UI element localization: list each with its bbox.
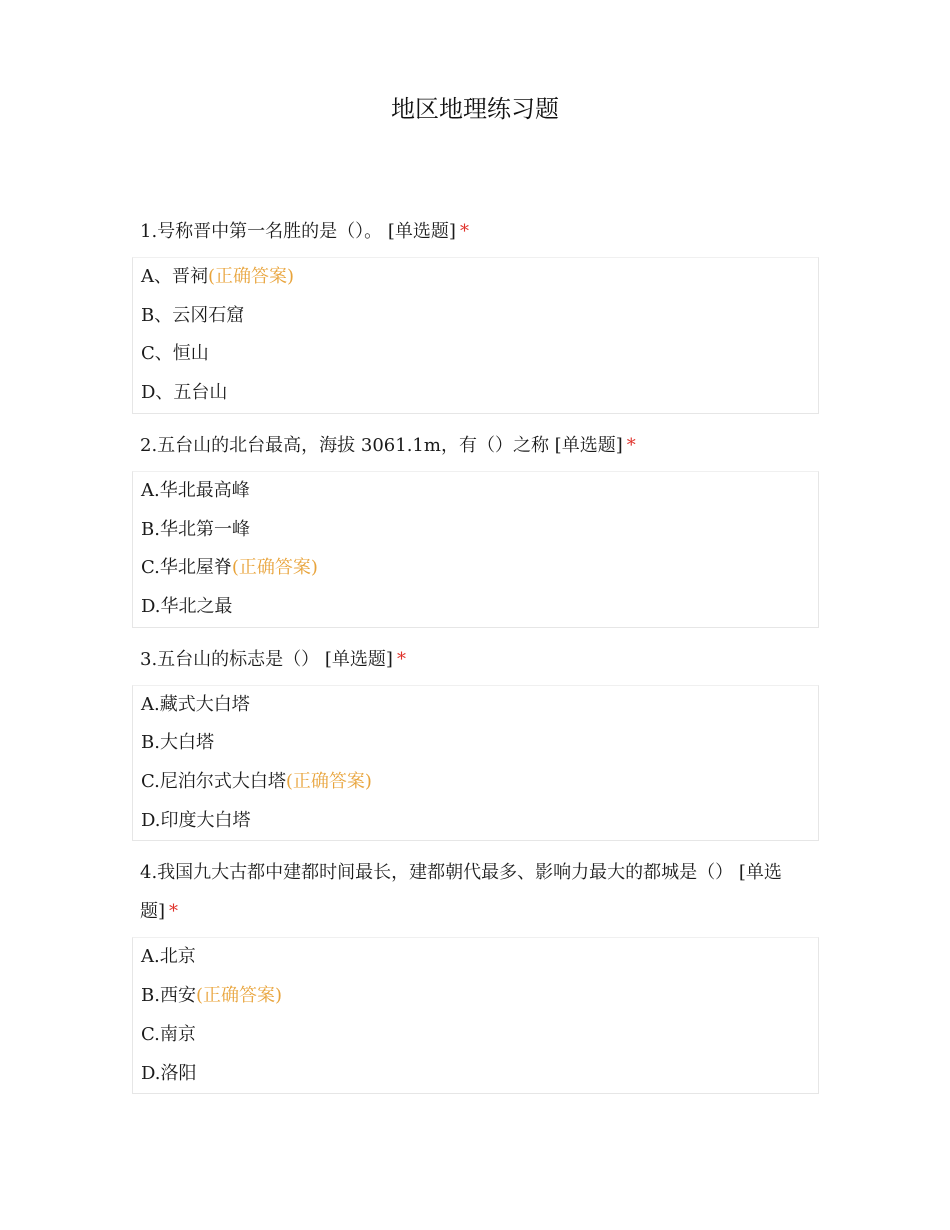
- option-text: A.北京: [141, 946, 196, 968]
- option-item: [133, 374, 818, 413]
- option-item: [133, 1016, 818, 1055]
- question-1: [132, 212, 819, 414]
- option-item: [133, 763, 818, 802]
- question-2: [132, 426, 819, 628]
- correct-answer-label: (正确答案): [231, 557, 318, 579]
- option-text: D.洛阳: [141, 1062, 197, 1084]
- page-title: 地区地理练习题: [391, 95, 559, 123]
- question-stem: [132, 426, 819, 465]
- option-text: A.华北最高峰: [141, 479, 250, 501]
- question-stem-text: 2.五台山的北台最高，海拔 3061.1m，有（）之称 [单选题]: [140, 434, 623, 456]
- option-list: [132, 685, 819, 842]
- question-stem-text: 4.我国九大古都中建都时间最长，建都朝代最多、影响力最大的都城是（） [单选题]: [140, 862, 782, 923]
- option-item: [133, 1055, 818, 1094]
- question-stem: [132, 640, 819, 679]
- option-item: [133, 297, 818, 336]
- correct-answer-label: (正确答案): [208, 266, 295, 287]
- option-text: D.华北之最: [141, 595, 233, 617]
- required-asterisk: *: [626, 434, 636, 456]
- option-item: [133, 588, 818, 627]
- option-text: A、晋祠: [141, 266, 208, 287]
- correct-answer-label: (正确答案): [195, 985, 282, 1007]
- option-item: [133, 686, 818, 725]
- option-text: C.尼泊尔式大白塔: [141, 771, 286, 793]
- question-4: [132, 853, 819, 1094]
- option-text: A.藏式大白塔: [141, 693, 250, 715]
- option-item: [133, 977, 818, 1016]
- question-3: [132, 640, 819, 842]
- required-asterisk: *: [396, 648, 406, 670]
- option-text: C.南京: [141, 1023, 196, 1045]
- question-stem-text: 1.号称晋中第一名胜的是（）。 [单选题]: [140, 221, 456, 242]
- option-text: B.华北第一峰: [141, 518, 250, 540]
- question-stem-text: 3.五台山的标志是（） [单选题]: [140, 648, 393, 670]
- option-list: [132, 471, 819, 628]
- option-text: C.华北屋脊: [141, 557, 232, 579]
- option-text: D、五台山: [141, 382, 228, 404]
- question-stem: [132, 853, 819, 931]
- option-item: [133, 511, 818, 550]
- required-asterisk: *: [459, 221, 469, 242]
- option-item: [133, 335, 818, 374]
- option-item: [133, 549, 818, 588]
- option-item: [133, 802, 818, 841]
- option-item: [133, 258, 818, 297]
- option-text: D.印度大白塔: [141, 809, 251, 831]
- option-item: [133, 472, 818, 511]
- option-text: B.西安: [141, 985, 196, 1007]
- correct-answer-label: (正确答案): [285, 771, 372, 793]
- option-list: [132, 937, 819, 1094]
- option-text: B.大白塔: [141, 732, 214, 754]
- option-item: [133, 724, 818, 763]
- option-text: C、恒山: [141, 343, 209, 365]
- option-list: [132, 257, 819, 414]
- option-text: B、云冈石窟: [141, 304, 245, 326]
- question-stem: [132, 212, 819, 251]
- required-asterisk: *: [169, 901, 179, 923]
- option-item: [133, 938, 818, 977]
- question-list: [132, 212, 819, 1106]
